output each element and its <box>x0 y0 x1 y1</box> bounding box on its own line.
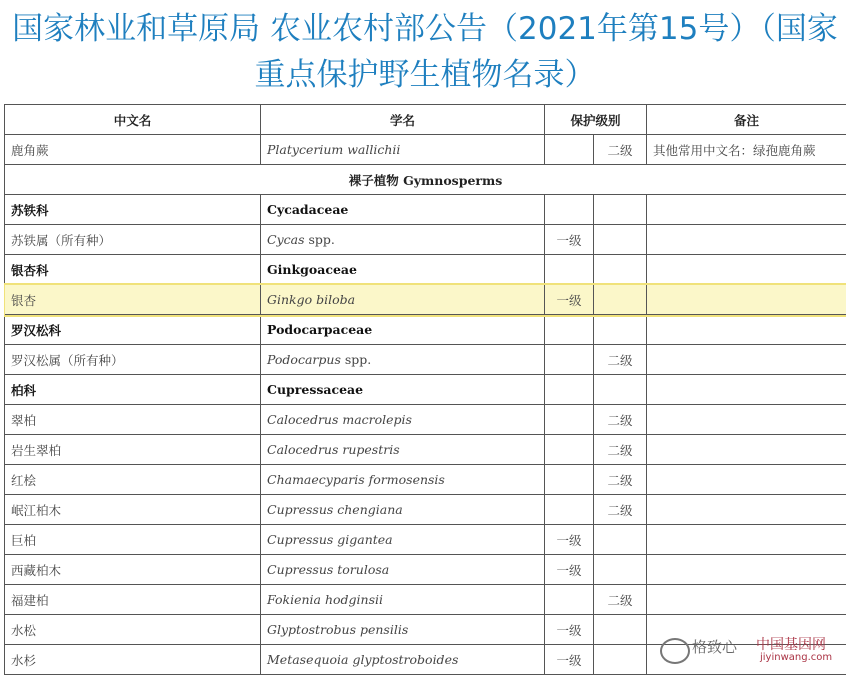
watermark-site-url: jiyinwang.com <box>760 652 833 663</box>
species-chinese-name: 岩生翠柏 <box>5 435 261 465</box>
family-row <box>5 255 847 285</box>
scientific-name-italic: Metasequoia glyptostroboides <box>267 652 459 667</box>
level-1-cell: 一级 <box>545 525 594 555</box>
header-chinese-name: 中文名 <box>5 105 261 135</box>
table-header-row <box>5 105 847 135</box>
watermark-account: 格致心 <box>692 638 738 656</box>
species-scientific-name <box>261 585 545 615</box>
family-row <box>5 375 847 405</box>
document-title <box>0 0 850 102</box>
family-chinese-name: 苏铁科 <box>5 195 261 225</box>
level-2-cell: 二级 <box>594 345 647 375</box>
family-scientific-name: Podocarpaceae <box>261 315 545 345</box>
level-2-cell: 二级 <box>594 135 647 165</box>
level-2-cell <box>594 315 647 345</box>
watermark-site-name: 中国基因网 <box>756 637 826 653</box>
header-scientific-name: 学名 <box>261 105 545 135</box>
species-chinese-name: 水松 <box>5 615 261 645</box>
scientific-name-italic: Glyptostrobus pensilis <box>267 622 409 637</box>
species-scientific-name <box>261 555 545 585</box>
level-2-cell <box>594 525 647 555</box>
remarks-cell <box>647 345 846 375</box>
scientific-name-italic: Cupressus torulosa <box>267 562 390 577</box>
species-chinese-name: 西藏柏木 <box>5 555 261 585</box>
level-2-cell: 二级 <box>594 585 647 615</box>
scientific-name-italic: Cupressus gigantea <box>267 532 393 547</box>
species-scientific-name <box>261 645 545 675</box>
scientific-name-italic: Calocedrus macrolepis <box>267 412 412 427</box>
remarks-cell <box>647 435 846 465</box>
family-row <box>5 195 847 225</box>
level-1-cell: 一级 <box>545 555 594 585</box>
species-scientific-name <box>261 525 545 555</box>
level-1-cell <box>545 495 594 525</box>
species-chinese-name: 银杏 <box>5 285 261 315</box>
species-row <box>5 225 847 255</box>
title-line-2: 重点保护野生植物名录） <box>254 57 596 93</box>
level-1-cell <box>545 255 594 285</box>
remarks-cell <box>647 555 846 585</box>
remarks-cell: 其他常用中文名：绿孢鹿角蕨 <box>647 135 846 165</box>
species-row <box>5 585 847 615</box>
remarks-cell <box>647 405 846 435</box>
level-2-cell <box>594 255 647 285</box>
level-2-cell <box>594 225 647 255</box>
species-chinese-name: 福建柏 <box>5 585 261 615</box>
level-1-cell: 一级 <box>545 285 594 315</box>
remarks-cell <box>647 495 846 525</box>
plant-list-table-container <box>4 104 846 689</box>
level-1-cell <box>545 195 594 225</box>
species-scientific-name <box>261 495 545 525</box>
family-chinese-name: 柏科 <box>5 375 261 405</box>
family-chinese-name: 罗汉松科 <box>5 315 261 345</box>
species-chinese-name: 岷江柏木 <box>5 495 261 525</box>
level-1-cell <box>545 135 594 165</box>
species-chinese-name: 鹿角蕨 <box>5 135 261 165</box>
remarks-cell <box>647 315 846 345</box>
level-2-cell <box>594 285 647 315</box>
remarks-cell <box>647 255 846 285</box>
species-scientific-name <box>261 615 545 645</box>
wechat-icon <box>660 638 690 664</box>
scientific-name-italic: Cupressus chengiana <box>267 502 403 517</box>
level-2-cell: 二级 <box>594 435 647 465</box>
header-protection-level: 保护级别 <box>545 105 647 135</box>
species-row <box>5 435 847 465</box>
level-2-cell: 二级 <box>594 405 647 435</box>
scientific-name-italic: Ginkgo biloba <box>267 292 356 307</box>
remarks-cell <box>647 465 846 495</box>
level-2-cell <box>594 375 647 405</box>
level-2-cell <box>594 645 647 675</box>
species-row <box>5 135 847 165</box>
species-scientific-name <box>261 465 545 495</box>
level-1-cell <box>545 465 594 495</box>
level-1-cell <box>545 315 594 345</box>
species-scientific-name <box>261 285 545 315</box>
watermark <box>660 632 840 672</box>
species-scientific-name <box>261 135 545 165</box>
remarks-cell <box>647 225 846 255</box>
header-remarks: 备注 <box>647 105 846 135</box>
group-label: 裸子植物 Gymnosperms <box>5 165 847 195</box>
level-1-cell <box>545 375 594 405</box>
family-chinese-name: 银杏科 <box>5 255 261 285</box>
species-row <box>5 285 847 315</box>
scientific-name-italic: Fokienia hodginsii <box>267 592 383 607</box>
species-row <box>5 525 847 555</box>
group-row <box>5 165 847 195</box>
family-scientific-name: Cycadaceae <box>261 195 545 225</box>
species-chinese-name: 红桧 <box>5 465 261 495</box>
remarks-cell <box>647 525 846 555</box>
level-1-cell: 一级 <box>545 615 594 645</box>
level-2-cell <box>594 195 647 225</box>
species-chinese-name: 翠柏 <box>5 405 261 435</box>
species-row <box>5 405 847 435</box>
species-chinese-name: 巨柏 <box>5 525 261 555</box>
level-1-cell: 一级 <box>545 225 594 255</box>
species-scientific-name <box>261 405 545 435</box>
level-2-cell: 二级 <box>594 495 647 525</box>
scientific-name-suffix: spp. <box>304 232 335 247</box>
species-chinese-name: 罗汉松属（所有种） <box>5 345 261 375</box>
title-line-1: 国家林业和草原局 农业农村部公告（2021年第15号）（国家 <box>12 11 838 47</box>
scientific-name-italic: Calocedrus rupestris <box>267 442 400 457</box>
species-row <box>5 555 847 585</box>
remarks-cell <box>647 285 846 315</box>
species-scientific-name <box>261 225 545 255</box>
species-row <box>5 465 847 495</box>
level-2-cell <box>594 615 647 645</box>
level-2-cell <box>594 555 647 585</box>
level-2-cell: 二级 <box>594 465 647 495</box>
species-chinese-name: 苏铁属（所有种） <box>5 225 261 255</box>
level-1-cell <box>545 585 594 615</box>
level-1-cell: 一级 <box>545 645 594 675</box>
level-1-cell <box>545 435 594 465</box>
family-scientific-name: Ginkgoaceae <box>261 255 545 285</box>
remarks-cell <box>647 195 846 225</box>
scientific-name-italic: Podocarpus <box>267 352 341 367</box>
species-chinese-name: 水杉 <box>5 645 261 675</box>
scientific-name-italic: Platycerium wallichii <box>267 142 401 157</box>
species-row <box>5 345 847 375</box>
family-row <box>5 315 847 345</box>
scientific-name-italic: Chamaecyparis formosensis <box>267 472 445 487</box>
protected-plants-table <box>4 104 846 675</box>
remarks-cell <box>647 585 846 615</box>
level-1-cell <box>545 345 594 375</box>
scientific-name-suffix: spp. <box>340 352 372 367</box>
species-scientific-name <box>261 435 545 465</box>
species-row <box>5 495 847 525</box>
family-scientific-name: Cupressaceae <box>261 375 545 405</box>
scientific-name-italic: Cycas <box>267 232 305 247</box>
level-1-cell <box>545 405 594 435</box>
species-scientific-name <box>261 345 545 375</box>
remarks-cell <box>647 375 846 405</box>
